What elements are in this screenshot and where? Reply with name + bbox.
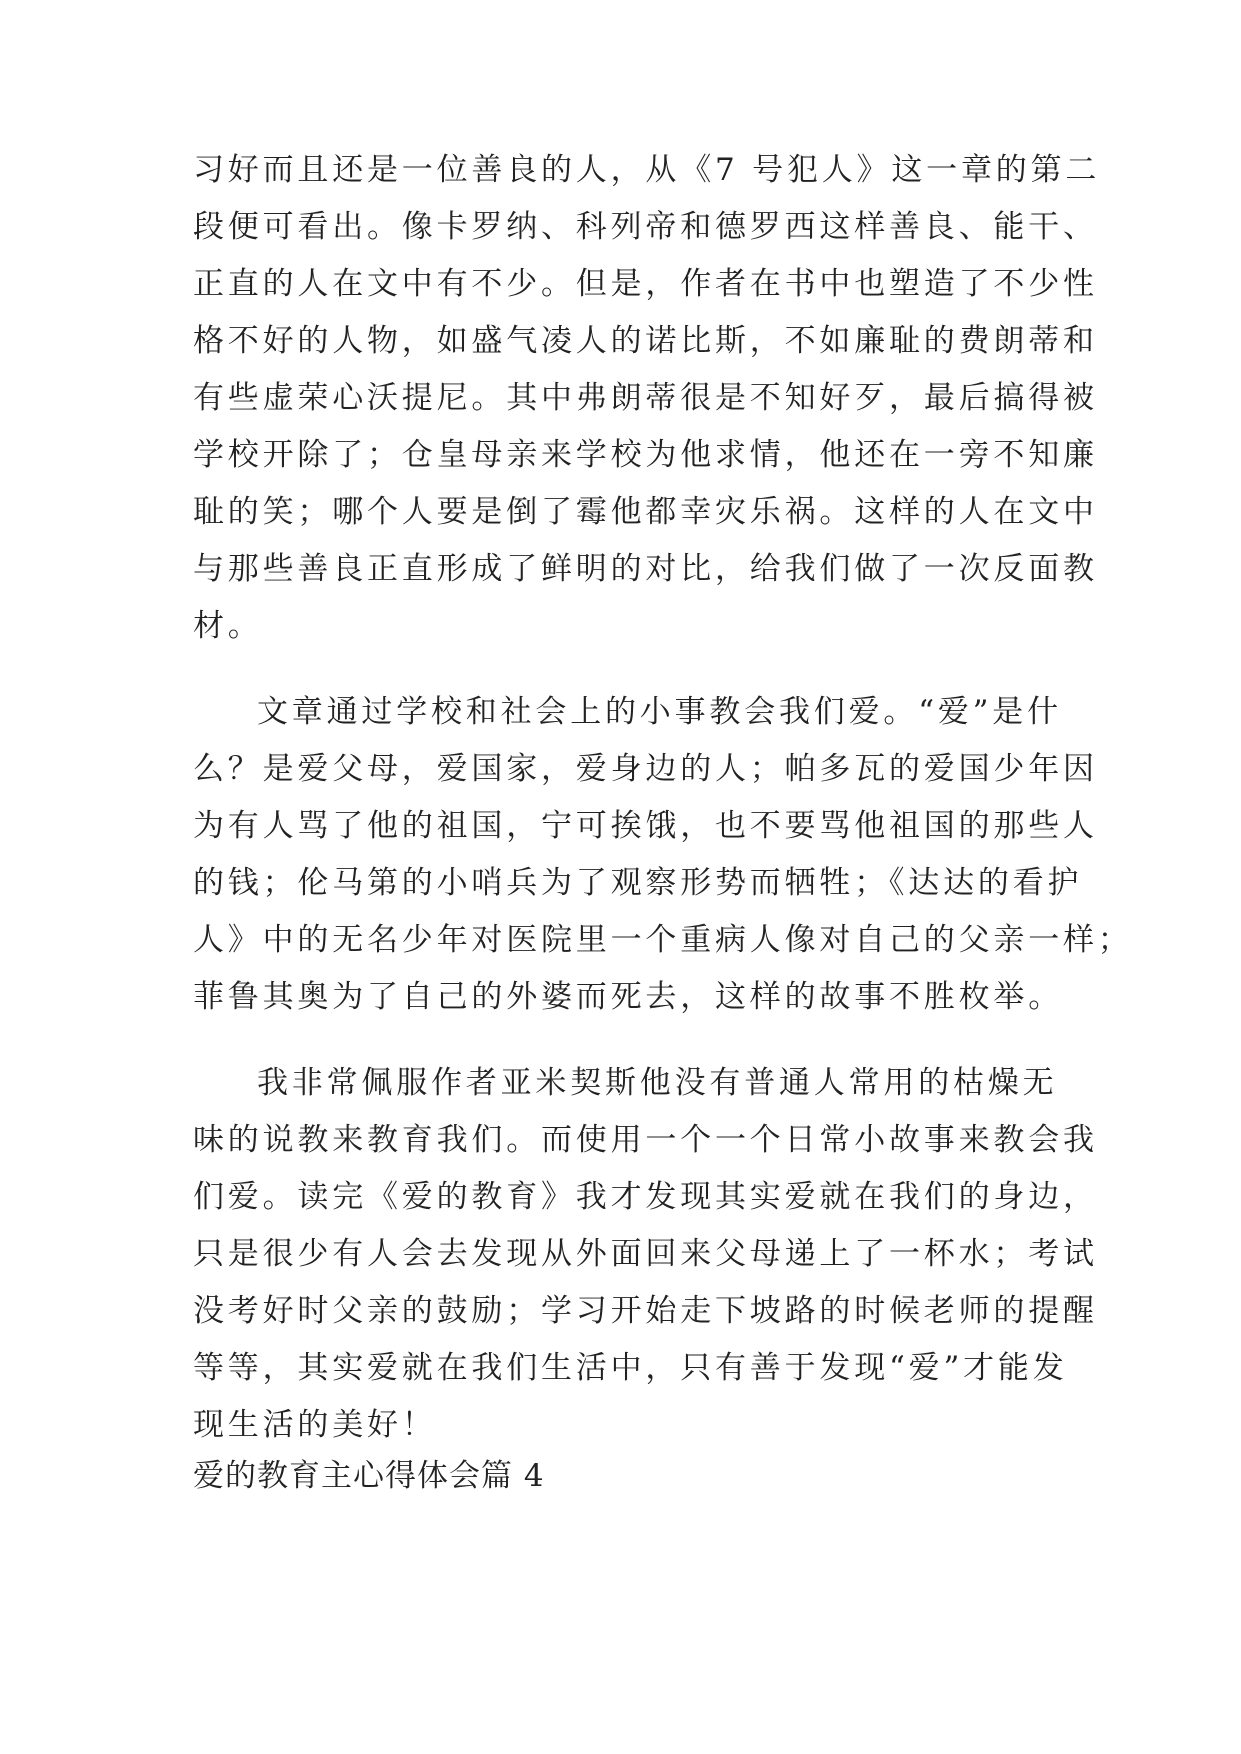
text-line: 的钱；伦马第的小哨兵为了观察形势而牺牲；《达达的看护: [193, 865, 1083, 901]
text-line: 只是很少有人会去发现从外面回来父母递上了一杯水；考试: [193, 1236, 1098, 1272]
text-line: 么？是爱父母，爱国家，爱身边的人；帕多瓦的爱国少年因: [193, 751, 1098, 787]
text-line: 味的说教来教育我们。而使用一个一个日常小故事来教会我: [193, 1122, 1098, 1158]
text-line: 格不好的人物，如盛气凌人的诺比斯，不如廉耻的费朗蒂和: [193, 323, 1098, 359]
text-line: 材。: [193, 608, 263, 644]
text-line: 没考好时父亲的鼓励；学习开始走下坡路的时候老师的提醒: [193, 1293, 1098, 1329]
text-line: 为有人骂了他的祖国，宁可挨饿，也不要骂他祖国的那些人: [193, 808, 1098, 844]
text-line: 段便可看出。像卡罗纳、科列帝和德罗西这样善良、能干、: [193, 209, 1098, 245]
text-line: 学校开除了；仓皇母亲来学校为他求情，他还在一旁不知廉: [193, 437, 1098, 473]
text-line: 耻的笑；哪个人要是倒了霉他都幸灾乐祸。这样的人在文中: [193, 494, 1098, 530]
text-line: 有些虚荣心沃提尼。其中弗朗蒂很是不知好歹，最后搞得被: [193, 380, 1098, 416]
text-line: 人》中的无名少年对医院里一个重病人像对自己的父亲一样；: [193, 922, 1133, 958]
text-line: 们爱。读完《爱的教育》我才发现其实爱就在我们的身边，: [193, 1179, 1098, 1215]
text-line: 与那些善良正直形成了鲜明的对比，给我们做了一次反面教: [193, 551, 1098, 587]
text-line: 习好而且还是一位善良的人，从《7 号犯人》这一章的第二: [193, 152, 1101, 188]
section-heading: 爱的教育主心得体会篇 4: [193, 1458, 545, 1494]
text-line: 我非常佩服作者亚米契斯他没有普通人常用的枯燥无: [257, 1065, 1058, 1101]
text-line: 菲鲁其奥为了自己的外婆而死去，这样的故事不胜枚举。: [193, 979, 1063, 1015]
text-line: 文章通过学校和社会上的小事教会我们爱。“爱”是什: [257, 694, 1062, 730]
text-line: 正直的人在文中有不少。但是，作者在书中也塑造了不少性: [193, 266, 1098, 302]
text-line: 等等，其实爱就在我们生活中，只有善于发现“爱”才能发: [193, 1350, 1068, 1386]
text-line: 现生活的美好！: [193, 1407, 437, 1443]
